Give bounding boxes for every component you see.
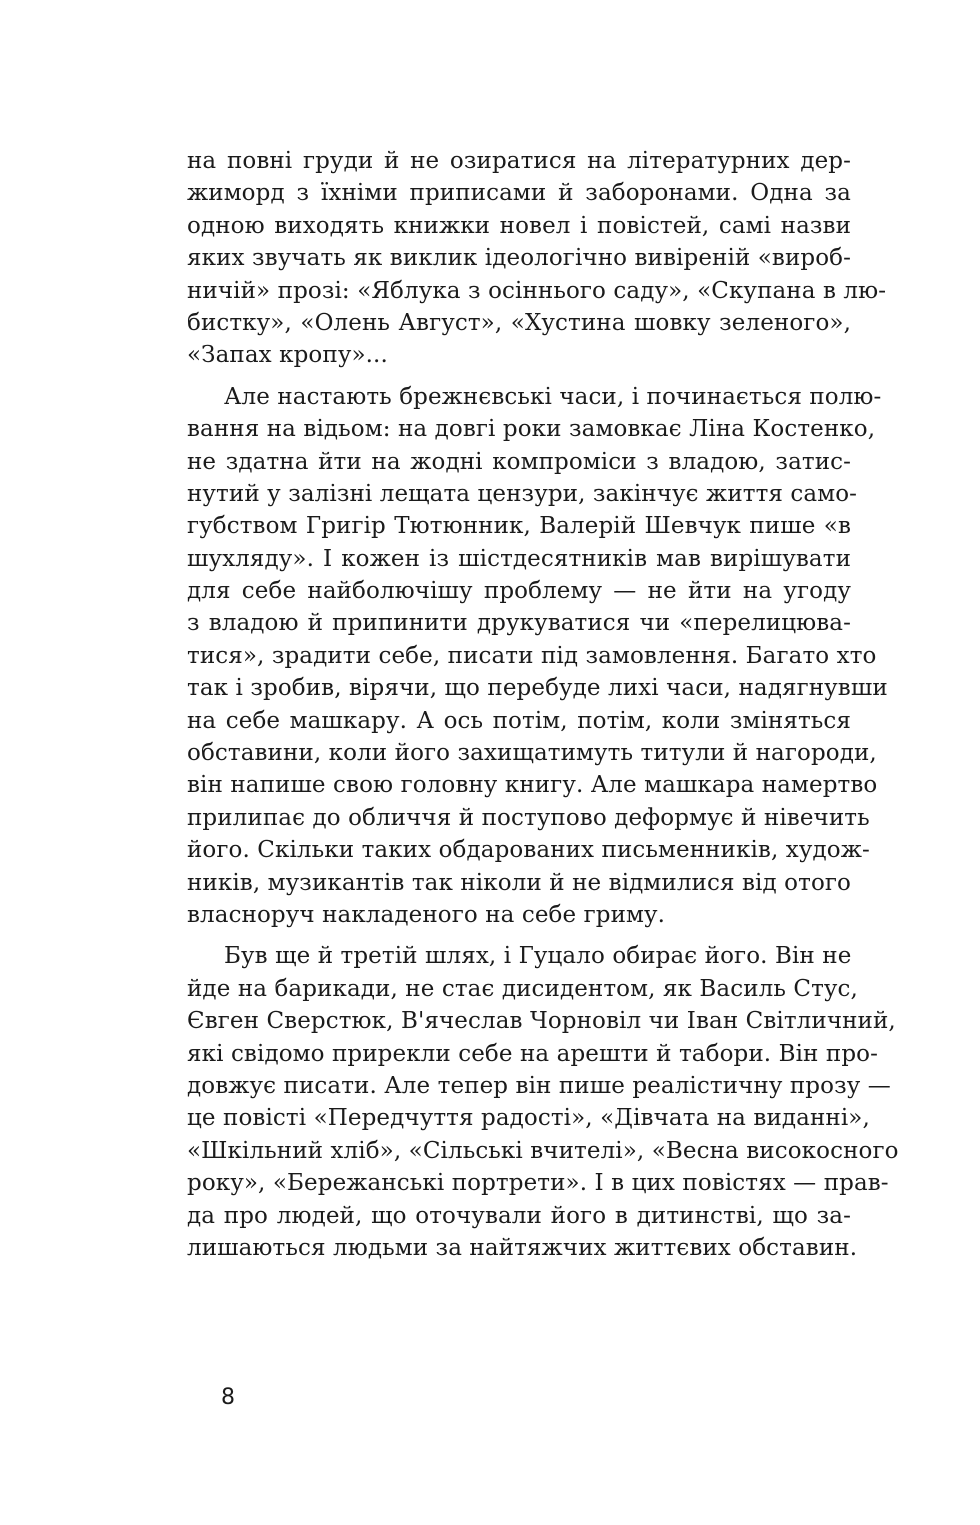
text-line: нутий у залізні лещата цензури, закінчує життя само- bbox=[187, 480, 858, 507]
text-line: які свідомо прирекли себе на арешти й табори. Він про- bbox=[187, 1040, 878, 1067]
text-line: Був ще й третій шлях, і Гуцало обирає його. Він не bbox=[224, 943, 852, 970]
text-line: обставини, коли його захищатимуть титули й нагороди, bbox=[187, 740, 877, 767]
text-line: жиморд з їхніми приписами й заборонами. Одна за bbox=[187, 180, 851, 207]
text-line: лишаються людьми за найтяжчих життєвих обставин. bbox=[187, 1234, 858, 1261]
paragraph-1 bbox=[187, 145, 887, 372]
text-line: йде на барикади, не стає дисидентом, як Василь Стус, bbox=[187, 975, 858, 1002]
text-line: ничій» прозі: «Яблука з осіннього саду», «Скупана в лю- bbox=[187, 277, 887, 304]
text-line: «Запах кропу»... bbox=[187, 342, 388, 369]
paragraph-3 bbox=[187, 940, 899, 1264]
text-line: губством Григір Тютюнник, Валерій Шевчук пише «в bbox=[187, 513, 851, 540]
text-line: він напише свою головну книгу. Але машкара намертво bbox=[187, 772, 878, 799]
text-line: року», «Бережанські портрети». І в цих повістях — прав- bbox=[187, 1170, 889, 1197]
text-line: для себе найболючішу проблему — не йти на угоду bbox=[187, 578, 851, 605]
text-line: з владою й припинити друкуватися чи «перелицюва- bbox=[187, 610, 851, 637]
text-line: Але настають брежнєвські часи, і починається полю- bbox=[224, 383, 882, 410]
text-line: шухляду». І кожен із шістдесятників мав вирішувати bbox=[187, 545, 851, 572]
text-line: довжує писати. Але тепер він пише реалістичну прозу — bbox=[187, 1072, 891, 1099]
text-line: да про людей, що оточували його в дитинстві, що за- bbox=[187, 1202, 851, 1229]
text-line: Євген Сверстюк, В'ячеслав Чорновіл чи Іван Світличний, bbox=[187, 1008, 896, 1035]
text-line: не здатна йти на жодні компроміси з владою, затис- bbox=[187, 448, 851, 475]
page-number: 8 bbox=[221, 1385, 235, 1410]
text-line: прилипає до обличчя й поступово деформує й нівечить bbox=[187, 804, 870, 831]
body-text bbox=[187, 145, 899, 1264]
text-line: ників, музикантів так ніколи й не відмилися від отого bbox=[187, 869, 851, 896]
text-line: тися», зрадити себе, писати під замовлення. Багато хто bbox=[187, 642, 877, 669]
text-line: так і зробив, вірячи, що перебуде лихі часи, надягнувши bbox=[187, 675, 888, 702]
paragraph-2 bbox=[187, 381, 888, 932]
text-line: вання на відьом: на довгі роки замовкає Ліна Костенко, bbox=[187, 416, 876, 443]
text-line: «Шкільний хліб», «Сільські вчителі», «Весна високосного bbox=[187, 1137, 899, 1164]
text-line: одною виходять книжки новел і повістей, самі назви bbox=[187, 212, 851, 239]
text-line: це повісті «Передчуття радості», «Дівчата на виданні», bbox=[187, 1105, 870, 1132]
text-line: власноруч накладеного на себе гриму. bbox=[187, 901, 666, 928]
text-line: бистку», «Олень Август», «Хустина шовку зеленого», bbox=[187, 309, 851, 336]
text-line: яких звучать як виклик ідеологічно вивіреній «вироб- bbox=[187, 245, 851, 272]
text-line: його. Скільки таких обдарованих письменників, худож- bbox=[187, 837, 870, 864]
text-line: на повні груди й не озиратися на літературних дер- bbox=[187, 148, 851, 174]
text-line: на себе машкару. А ось потім, потім, коли зміняться bbox=[187, 707, 851, 734]
